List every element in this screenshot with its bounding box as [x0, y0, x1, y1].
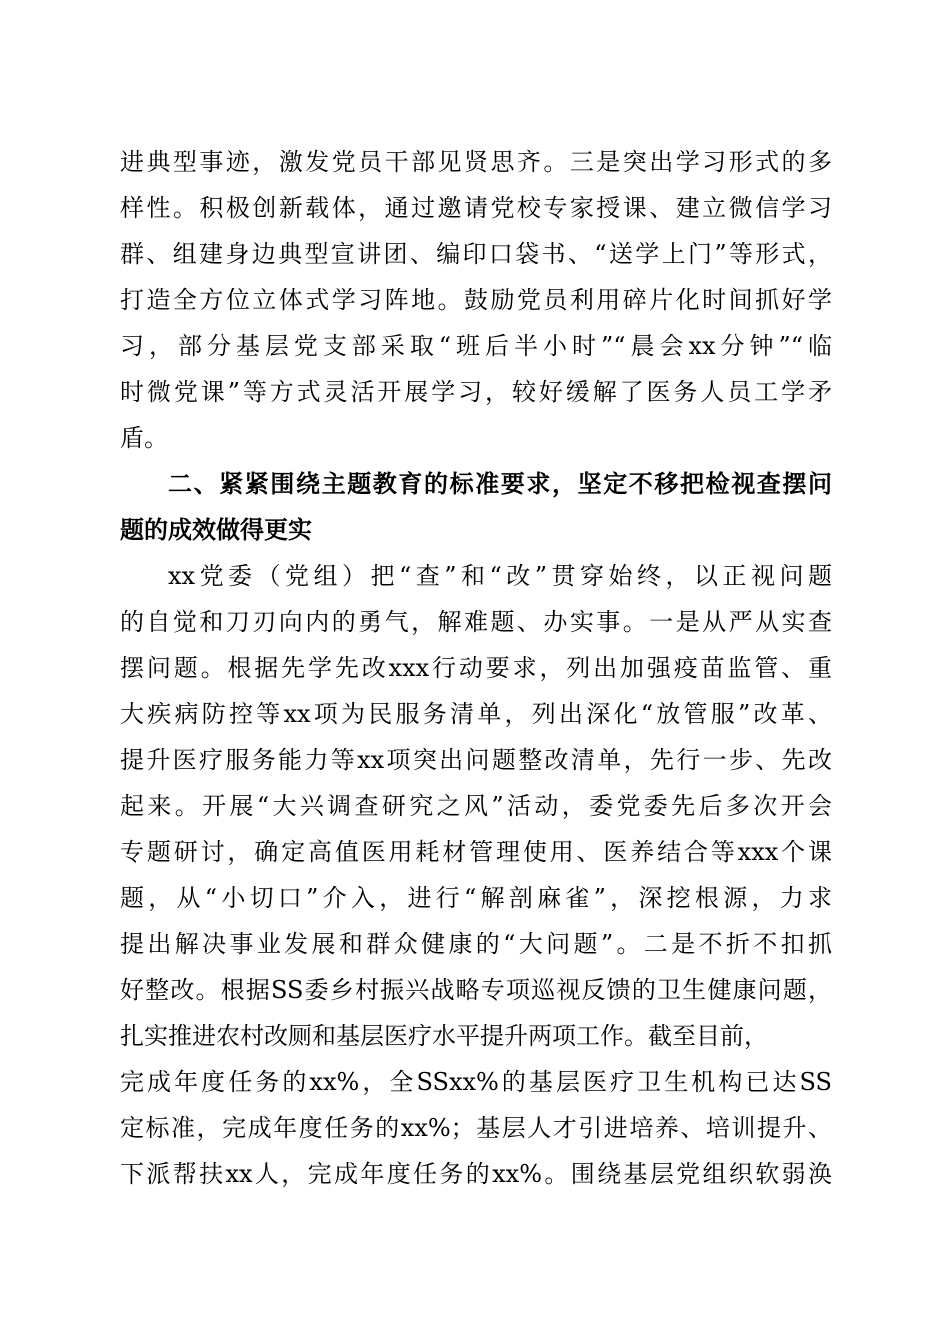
paragraph-2-line-14: 下派帮扶xx人，完成年度任务的xx%。围绕基层党组织软弱涣 [120, 1160, 832, 1188]
paragraph-1-line-1: 进典型事迹，激发党员干部见贤思齐。三是突出学习形式的多 [120, 148, 832, 176]
paragraph-1-line-4: 打造全方位立体式学习阵地。鼓励党员利用碎片化时间抓好学 [120, 286, 832, 314]
paragraph-1-line-3: 群、组建身边典型宣讲团、编印口袋书、“送学上门”等形式， [120, 240, 832, 268]
section-heading-line-2: 题的成效做得更实 [120, 516, 312, 544]
paragraph-2-line-9: 提出解决事业发展和群众健康的“大问题”。二是不折不扣抓 [120, 930, 832, 958]
paragraph-2-line-7: 专题研讨，确定高值医用耗材管理使用、医养结合等xxx个课 [120, 838, 832, 866]
paragraph-1-line-2: 样性。积极创新载体，通过邀请党校专家授课、建立微信学习 [120, 194, 832, 222]
section-heading-line-1: 二、紧紧围绕主题教育的标准要求，坚定不移把检视查摆问 [168, 470, 832, 498]
paragraph-2-line-2: 的自觉和刀刃向内的勇气，解难题、办实事。一是从严从实查 [120, 608, 832, 636]
paragraph-1-line-6: 时微党课”等方式灵活开展学习，较好缓解了医务人员工学矛 [120, 378, 832, 406]
paragraph-2-line-5: 提升医疗服务能力等xx项突出问题整改清单，先行一步、先改 [120, 746, 832, 774]
paragraph-2-line-1: xx党委（党组）把“查”和“改”贯穿始终，以正视问题 [168, 562, 832, 590]
paragraph-2-line-8: 题，从“小切口”介入，进行“解剖麻雀”，深挖根源，力求 [120, 884, 832, 912]
paragraph-2-line-12: 完成年度任务的xx%，全SSxx%的基层医疗卫生机构已达SS [120, 1068, 832, 1096]
paragraph-1-line-7: 盾。 [120, 424, 168, 452]
paragraph-2-line-11: 扎实推进农村改厕和基层医疗水平提升两项工作。截至目前， [120, 1022, 768, 1050]
paragraph-2-line-4: 大疾病防控等xx项为民服务清单，列出深化“放管服”改革、 [120, 700, 832, 728]
paragraph-2-line-3: 摆问题。根据先学先改xxx行动要求，列出加强疫苗监管、重 [120, 654, 832, 682]
paragraph-1-line-5: 习，部分基层党支部采取“班后半小时”“晨会xx分钟”“临 [120, 332, 832, 360]
paragraph-2-line-6: 起来。开展“大兴调查研究之风”活动，委党委先后多次开会 [120, 792, 832, 820]
paragraph-2-line-10: 好整改。根据SS委乡村振兴战略专项巡视反馈的卫生健康问题， [120, 976, 832, 1004]
paragraph-2-line-13: 定标准，完成年度任务的xx%；基层人才引进培养、培训提升、 [120, 1114, 832, 1142]
